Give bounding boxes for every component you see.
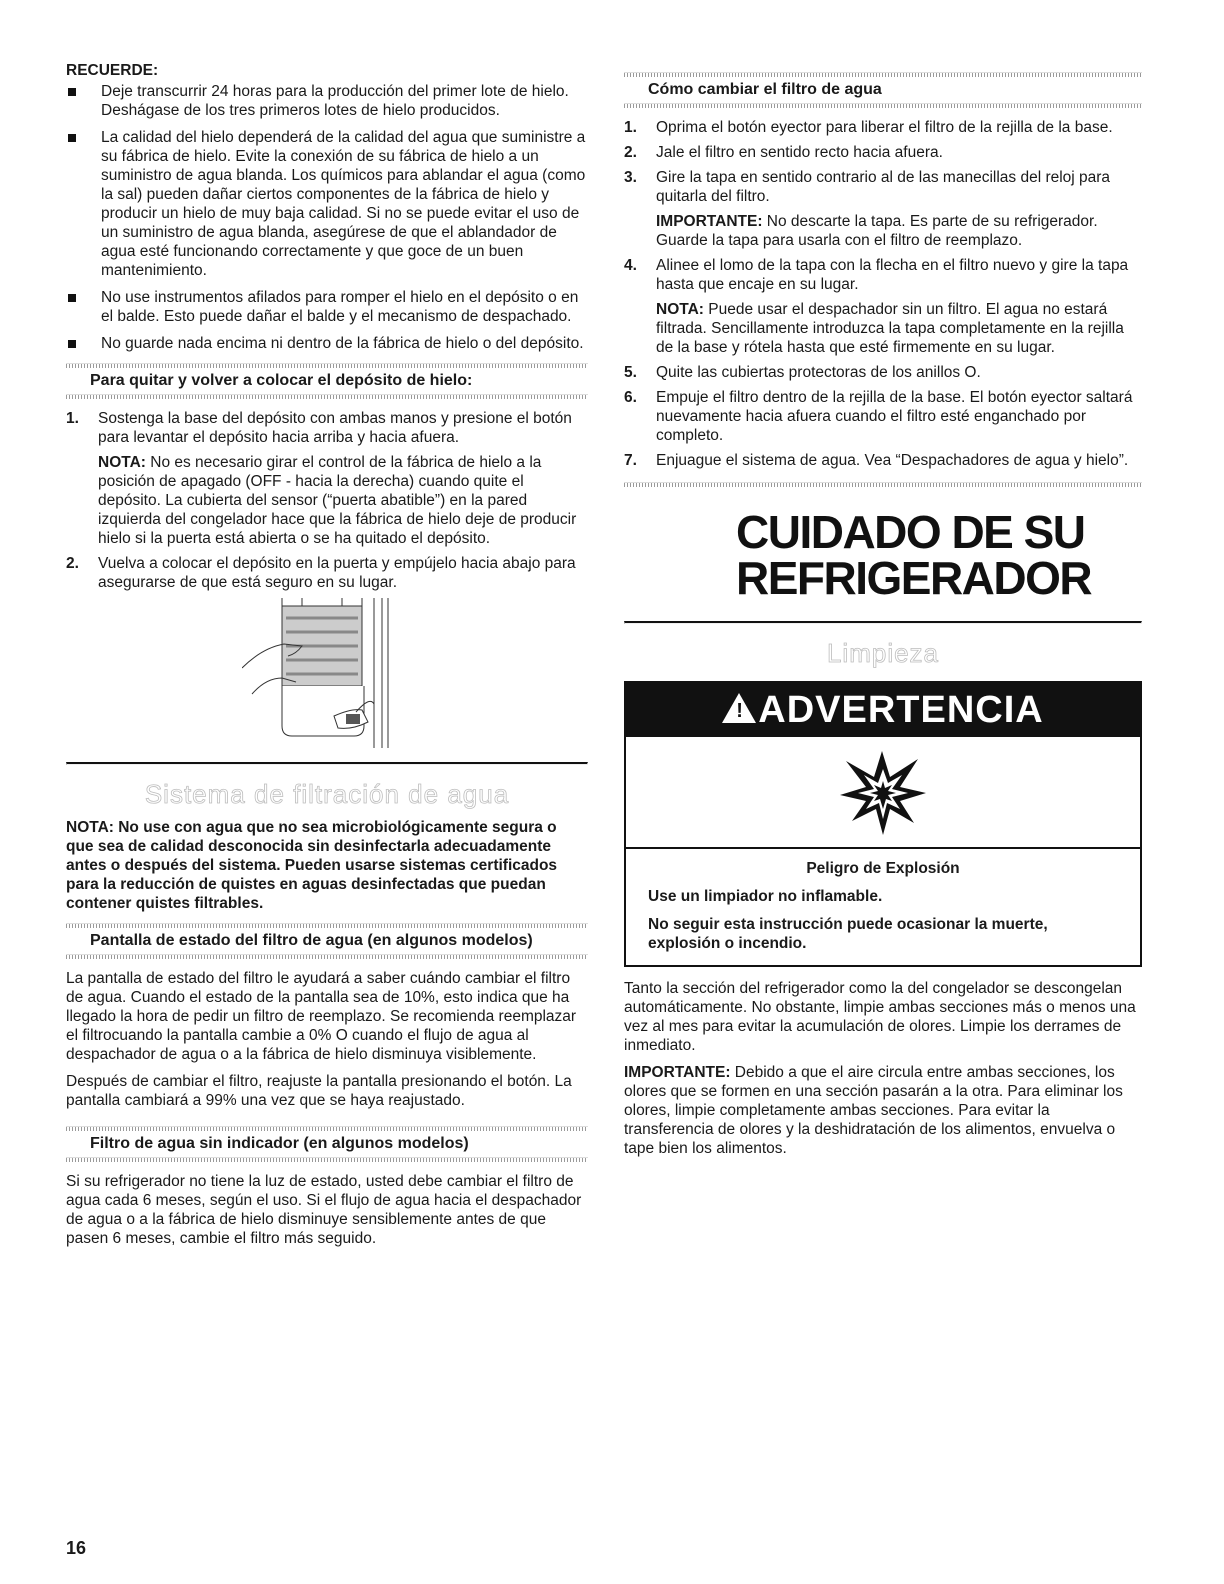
warning-hazard: Peligro de Explosión — [806, 860, 960, 877]
warning-triangle-icon: ! — [722, 693, 756, 723]
status-paragraph: La pantalla de estado del filtro le ayudará a saber cuándo cambiar el filtro de agua. Cuando el estado de la pantalla sea de 10%, esto indica que ha llegado la hora de pedir un filtro de reemplazo. Se recomienda reemplazar el filtrocuando la pantalla cambie a 0% O cuando el flujo de agua al despachador de agua o a la fábrica de hielo disminuya visiblemente. — [66, 970, 577, 1063]
step-item: 2. Jale el filtro en sentido recto hacia afuera. — [624, 144, 943, 161]
square-bullet-icon — [68, 134, 76, 142]
change-heading-block — [624, 72, 1142, 108]
step-item: 7. Enjuague el sistema de agua. Vea “Despachadores de agua y hielo”. — [624, 452, 1129, 469]
hatch-divider — [66, 954, 588, 959]
step-item: 6. Empuje el filtro dentro de la rejilla de la base. El botón eyector saltará nuevamente hacia afuera cuando el filtro esté enganchado por completo. — [624, 389, 1133, 444]
noindicator-heading: Filtro de agua sin indicador (en algunos modelos) — [90, 1135, 469, 1152]
noindicator-paragraph: Si su refrigerador no tiene la luz de estado, usted debe cambiar el filtro de agua cada 6 meses, según el uso. Si el flujo de agua hacia el despachador de agua o a la fábrica de hielo disminuye sensiblemente antes de que pasen 6 meses, cambie el filtro más seguido. — [66, 1173, 582, 1247]
list-item: No use instrumentos afilados para romper el hielo en el depósito o en el balde. Esto puede dañar el balde y el mecanismo de despachado. — [66, 288, 588, 326]
change-steps — [624, 118, 1142, 470]
list-item: La calidad del hielo dependerá de la calidad del agua que suministre a su fábrica de hielo. Evite la conexión de su fábrica de hielo a un suministro de agua blanda. Los químicos para ablandar el agua (como la sal) pueden dañar ciertos componentes de la fábrica de hielo y producir un hielo de muy baja calidad. Si no se puede evitar el uso de un suministro de agua blanda, asegúrese de que el ablandador de agua esté funcionando correctamente y que goce de un buen mantenimiento. — [66, 128, 588, 280]
filtration-section-title: Sistema de filtración de agua — [144, 779, 510, 809]
cleaning-paragraph: Tanto la sección del refrigerador como la del congelador se descongelan automáticamente. No obstante, limpie ambas secciones más o menos una vez al mes para evitar la acumulación de olores. Limpie los derrames de inmediato. — [624, 980, 1136, 1054]
cleaning-paragraph: IMPORTANTE: Debido a que el aire circula entre ambas secciones, los olores que se formen en una sección pasarán a la otra. Para eliminar los olores, limpie completamente ambas secciones. Para evitar la transferencia de olores y la deshidratación de los alimentos, envuelva o tape bien los alimentos. — [624, 1064, 1123, 1157]
warning-banner: ! ADVERTENCIA — [626, 683, 1140, 737]
hatch-divider — [66, 394, 588, 399]
step-item: 1. Sostenga la base del depósito con ambas manos y presione el botón para levantar el depósito hacia arriba y hacia afuera. NOTA: No es necesario girar el control de la fábrica de hielo a la posición de apagado (OFF - hacia la derecha) cuando quite el depósito. La cubierta del sensor (“puerta abatible”) en la pared izquierda del congelador hace que la fábrica de hielo deje de producir hielo si la puerta está abierta o se ha quitado el depósito. — [66, 410, 577, 547]
recuerde-label: RECUERDE: — [66, 62, 159, 79]
status-heading: Pantalla de estado del filtro de agua (en algunos modelos) — [90, 932, 533, 949]
square-bullet-icon — [68, 88, 76, 96]
warning-line: Use un limpiador no inflamable. — [648, 888, 883, 905]
page-title: CUIDADO DE SU REFRIGERADOR — [736, 506, 1092, 604]
hatch-divider — [624, 482, 1142, 487]
square-bullet-icon — [68, 294, 76, 302]
square-bullet-icon — [68, 340, 76, 348]
filtration-note: NOTA: No use con agua que no sea microbiológicamente segura o que sea de calidad desconocida sin desinfectarla adecuadamente antes o después del sistema. Pueden usarse sistemas certificados para la reducción de quistes en aguas desinfectadas que puedan contener quistes filtrables. — [66, 819, 558, 912]
status-paragraph: Después de cambiar el filtro, reajuste la pantalla presionando el botón. La pantalla cambiará a 99% una vez que se haya reajustado. — [66, 1073, 572, 1109]
ice-bin-illustration — [66, 598, 588, 750]
change-heading: Cómo cambiar el filtro de agua — [648, 81, 882, 98]
bin-heading: Para quitar y volver a colocar el depósito de hielo: — [90, 372, 473, 389]
status-heading-block — [66, 923, 588, 959]
step-item: 3. Gire la tapa en sentido contrario al de las manecillas del reloj para quitarla del filtro. IMPORTANTE: No descarte la tapa. Es parte de su refrigerador. Guarde la tapa para usarla con el filtro de reemplazo. — [624, 169, 1111, 249]
bin-steps — [66, 409, 588, 592]
noindicator-heading-block — [66, 1126, 588, 1162]
bin-heading-block — [66, 363, 588, 399]
section-rule — [66, 762, 588, 765]
warning-line: No seguir esta instrucción puede ocasionar la muerte, explosión o incendio. — [648, 916, 1048, 952]
hatch-divider — [624, 103, 1142, 108]
list-item: No guarde nada encima ni dentro de la fábrica de hielo o del depósito. — [66, 334, 588, 353]
step-item: 2. Vuelva a colocar el depósito en la puerta y empújelo hacia abajo para asegurarse de que está seguro en su lugar. — [66, 555, 576, 591]
recuerde-list — [66, 82, 588, 353]
page-number: 16 — [66, 1538, 87, 1558]
list-item: Deje transcurrir 24 horas para la producción del primer lote de hielo. Deshágase de los tres primeros lotes de hielo producidos. — [66, 82, 588, 120]
hatch-divider — [66, 1157, 588, 1162]
explosion-icon-area — [626, 737, 1140, 849]
section-rule — [624, 621, 1142, 624]
left-column — [66, 62, 588, 1248]
warning-box — [624, 681, 1142, 967]
step-item: 5. Quite las cubiertas protectoras de los anillos O. — [624, 364, 981, 381]
warning-text — [626, 849, 1140, 965]
cleaning-section-title: Limpieza — [826, 638, 940, 668]
step-item: 1. Oprima el botón eyector para liberar el filtro de la rejilla de la base. — [624, 119, 1113, 136]
explosion-icon — [838, 747, 928, 837]
step-item: 4. Alinee el lomo de la tapa con la flecha en el filtro nuevo y gire la tapa hasta que encaje en su lugar. NOTA: Puede usar el despachador sin un filtro. El agua no estará filtrada. Sencillamente introduzca la tapa completamente en la rejilla de la base y rótela hasta que esté firmemente en su lugar. — [624, 257, 1129, 356]
right-column — [624, 62, 1142, 1158]
